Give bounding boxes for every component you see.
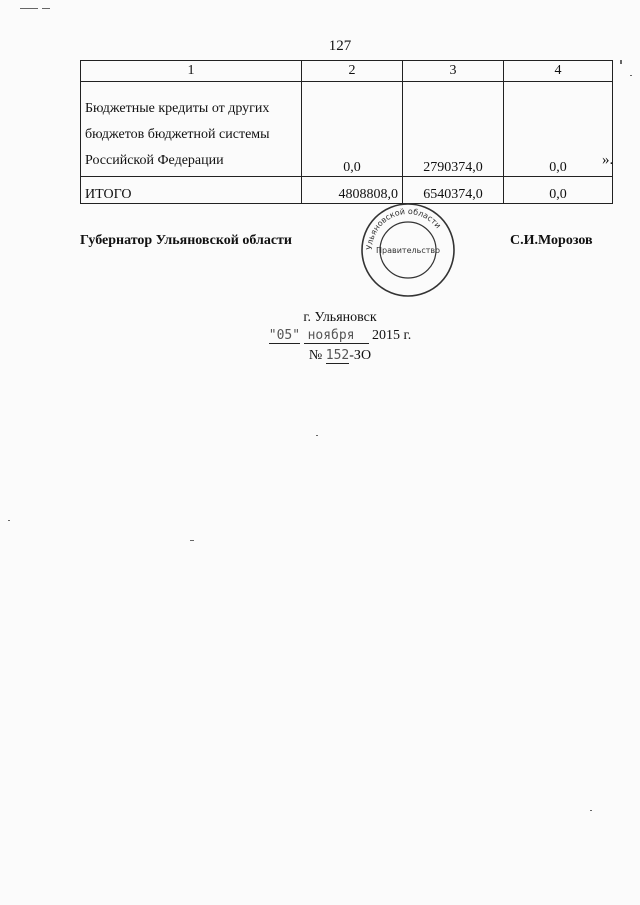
row-label-line: бюджетов бюджетной системы [85, 127, 270, 142]
row-value-col4: 0,0 [504, 82, 613, 177]
header-cell-1: 1 [81, 61, 302, 82]
total-label: ИТОГО [81, 177, 302, 204]
signatory-title: Губернатор Ульяновской области [80, 233, 292, 248]
date-day: "05" [268, 328, 301, 343]
header-cell-2: 2 [302, 61, 403, 82]
row-value-col3: 2790374,0 [403, 82, 504, 177]
table-total-row [81, 177, 613, 204]
total-value-col3: 6540374,0 [403, 177, 504, 204]
page-number: 127 [328, 38, 352, 54]
row-label [81, 82, 302, 177]
total-value-col2: 4808808,0 [302, 177, 403, 204]
date-line [0, 328, 640, 344]
signatory-name: С.И.Морозов [510, 233, 593, 248]
header-cell-4: 4 [504, 61, 613, 82]
header-cell-3: 3 [403, 61, 504, 82]
scan-speck [20, 8, 38, 9]
closing-quote: ». [602, 152, 614, 168]
svg-text:Ульяновской области [365, 207, 443, 250]
law-number-line [0, 348, 640, 364]
law-number-suffix: -ЗО [349, 348, 372, 363]
scan-speck [190, 540, 194, 541]
number-sign: № [308, 348, 323, 363]
row-label-line: Бюджетные кредиты от других [85, 101, 270, 116]
total-value-col4: 0,0 [504, 177, 613, 204]
date-year: 2015 г. [372, 328, 412, 343]
place-line: г. Ульяновск [303, 310, 377, 325]
scan-speck [590, 810, 592, 811]
budget-table [80, 60, 613, 204]
seal-ring-text: Ульяновской области [364, 206, 443, 251]
official-seal [358, 200, 458, 300]
scan-speck [42, 8, 50, 9]
scan-speck [630, 75, 632, 76]
scan-speck [620, 60, 622, 64]
row-label-line: Российской Федерации [85, 153, 224, 168]
seal-center-text: Правительство [376, 246, 440, 255]
date-month: ноября [304, 328, 369, 344]
law-number: 152 [325, 348, 350, 363]
table-header-row [81, 61, 613, 82]
scan-speck [316, 435, 318, 436]
row-value-col2: 0,0 [302, 82, 403, 177]
scan-speck [8, 520, 10, 521]
table-row [81, 82, 613, 177]
